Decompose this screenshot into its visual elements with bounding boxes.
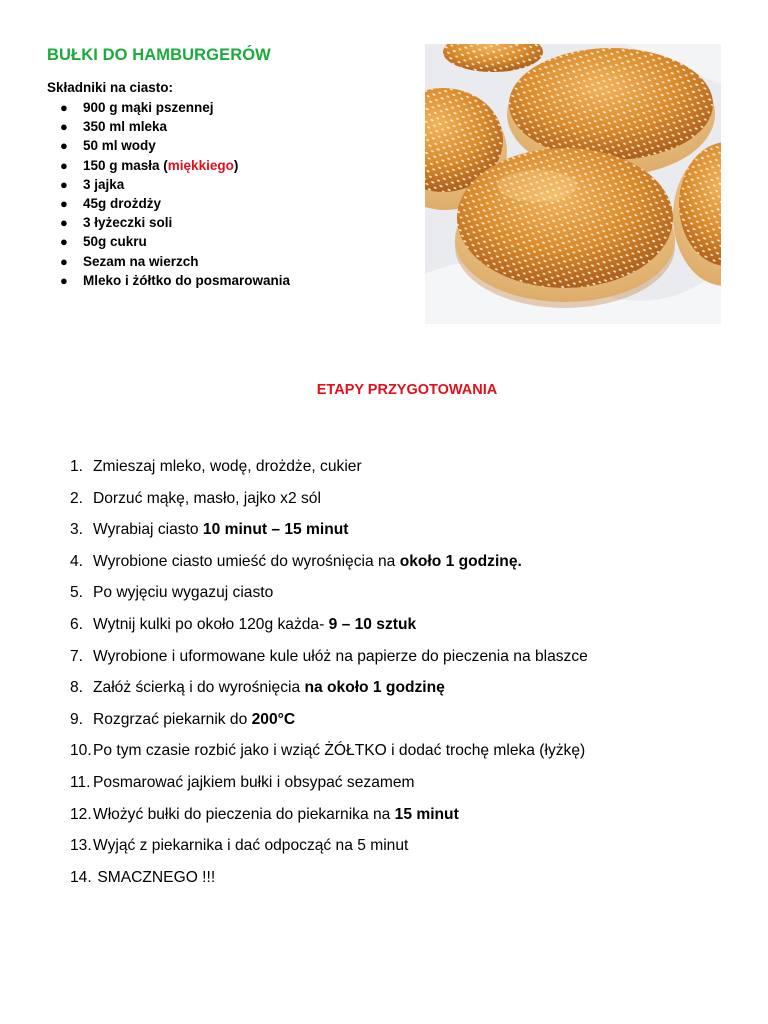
step-bold-text: około 1 godzinę. [399,552,522,570]
step-bold-text: 15 minut [394,805,459,823]
step-number: 13. [70,837,92,855]
ingredient-text: 350 ml mleka [83,119,168,135]
step-item [70,676,588,708]
step-number: 2. [70,489,84,507]
ingredient-item [47,271,290,290]
step-item [70,739,588,771]
step-item [70,455,588,487]
ingredient-text-suffix: ) [233,157,239,173]
recipe-title: BUŁKI DO HAMBURGERÓW [47,46,271,64]
bullet-icon: ● [60,215,68,231]
step-item [70,834,588,866]
ingredients-list [47,98,290,290]
ingredient-text: 900 g mąki pszennej [83,100,214,115]
step-item [70,803,588,835]
bullet-icon: ● [60,119,68,135]
step-item [70,613,588,645]
bullet-icon: ● [60,157,68,173]
step-number: 1. [70,458,84,475]
buns-photo [425,44,721,324]
ingredient-item [47,194,290,213]
step-text: Włożyć bułki do pieczenia do piekarnika na [93,805,395,823]
step-item [70,708,588,740]
ingredients-heading: Składniki na ciasto: [47,80,174,95]
ingredient-text: 150 g masła ( [83,157,168,173]
ingredient-item [47,136,290,155]
step-number: 4. [70,552,84,570]
step-text: Wyrobione ciasto umieść do wyrośnięcia na [93,552,400,570]
step-item [70,771,588,803]
step-item [70,866,588,898]
ingredient-text: Sezam na wierzch [83,253,199,269]
step-text: Załóż ścierką i do wyrośnięcia [93,679,305,697]
ingredient-item [47,175,290,194]
step-text: SMACZNEGO !!! [93,868,216,886]
bullet-icon: ● [60,253,68,269]
ingredient-item [47,117,290,136]
step-item [70,518,588,550]
ingredient-text: Mleko i żółtko do posmarowania [83,272,291,288]
ingredient-item [47,252,290,271]
ingredient-item [47,98,290,117]
step-bold-text: 200°C [251,710,296,728]
step-text: Zmieszaj mleko, wodę, drożdże, cukier [93,458,362,475]
bullet-icon: ● [60,272,68,288]
ingredient-text: 50 ml wody [83,138,156,154]
bullet-icon: ● [60,195,68,211]
bullet-icon: ● [60,176,68,192]
ingredient-item [47,156,290,175]
step-text: Po wyjęciu wygazuj ciasto [93,584,274,602]
ingredient-item [47,232,290,251]
ingredient-item [47,213,290,232]
step-number: 3. [70,521,84,539]
step-number: 7. [70,647,84,665]
steps-heading: ETAPY PRZYGOTOWANIA [316,382,498,398]
step-text: Dorzuć mąkę, masło, jajko x2 sól [93,489,321,507]
ingredient-text: 3 łyżeczki soli [83,215,173,231]
step-number: 11. [70,773,91,791]
bullet-icon: ● [60,234,68,250]
step-number: 8. [70,679,84,697]
buns-illustration [425,44,721,324]
bullet-icon: ● [60,100,68,115]
step-text: Wyjąć z piekarnika i dać odpocząć na 5 minut [93,837,409,855]
step-text: Rozgrzać piekarnik do [93,710,252,728]
ingredient-text: 45g drożdży [83,195,162,211]
step-text: Wytnij kulki po około 120g każda- [93,615,329,633]
step-item [70,487,588,519]
step-number: 12. [70,805,92,823]
ingredient-text: 3 jajka [83,176,125,192]
step-number: 14. [70,868,92,886]
bullet-icon: ● [60,138,68,154]
step-number: 5. [70,584,84,602]
step-item [70,645,588,677]
step-bold-text: 9 – 10 sztuk [328,615,417,633]
steps-list [70,455,588,897]
step-text: Wyrabiaj ciasto [93,521,203,539]
step-text: Wyrobione i uformowane kule ułóż na papierze do pieczenia na blaszce [93,647,588,665]
step-item [70,550,588,582]
step-number: 10. [70,742,92,760]
step-number: 9. [70,710,84,728]
step-item [70,581,588,613]
step-text: Po tym czasie rozbić jako i wziąć ŻÓŁTKO i dodać trochę mleka (łyżkę) [93,742,586,760]
step-text: Posmarować jajkiem bułki i obsypać sezamem [93,773,415,791]
ingredient-accent-text: miękkiego [167,157,234,173]
ingredient-text: 50g cukru [83,234,147,250]
step-bold-text: 10 minut – 15 minut [202,521,349,539]
step-bold-text: na około 1 godzinę [304,679,445,697]
step-number: 6. [70,615,84,633]
